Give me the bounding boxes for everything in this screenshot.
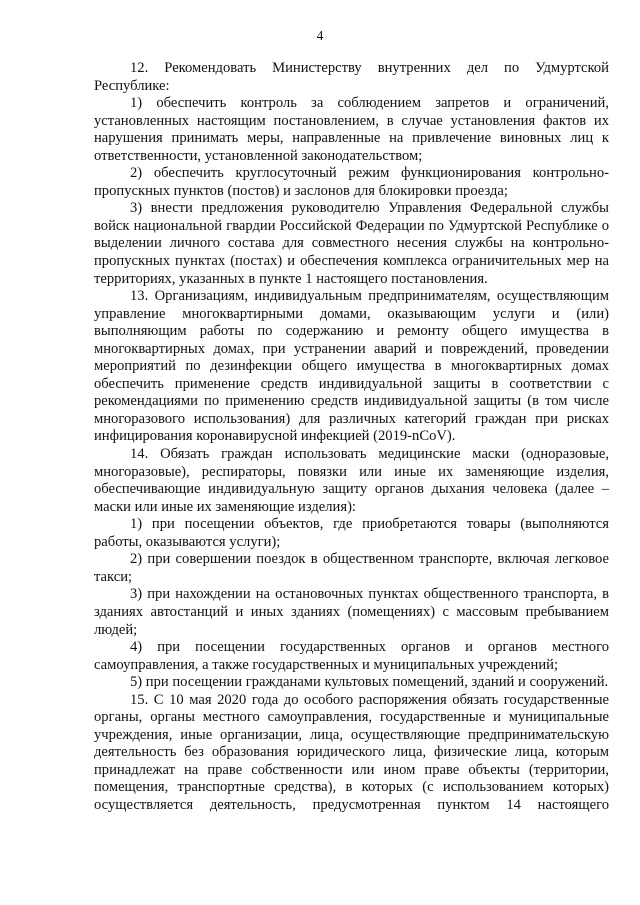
paragraph-14-item-1: 1) при посещении объектов, где приобретаются товары (выполняются работы, оказываются услуги); <box>94 516 609 550</box>
paragraph-14-item-3: 3) при нахождении на остановочных пунктах общественного транспорта, в зданиях автостанций и иных зданиях (помещениях) с массовым пребыванием людей; <box>94 586 609 638</box>
paragraph-12-item-2: 2) обеспечить круглосуточный режим функционирования контрольно-пропускных пунктов (постов) и заслонов для блокировки проезда; <box>94 165 609 199</box>
paragraph-13: 13. Организациям, индивидуальным предпринимателям, осуществляющим управление многоквартирными домами, оказывающим услуги и (или) выполняющим работы по содержанию и ремонту общего имущества в многоквартирных домах, при устранении аварий и повреждений, проведении мероприятий по дезинфекции общего имущества в многоквартирных домах обеспечить применение средств индивидуальной защиты в соответствии с рекомендациями по применению средств индивидуальной защиты (в том числе многоразового использования) для различных категорий граждан при рисках инфицирования коронавирусной инфекцией (2019-nCoV). <box>94 288 609 445</box>
paragraph-12-item-1: 1) обеспечить контроль за соблюдением запретов и ограничений, установленных настоящим постановлением, в случае установления фактов их нарушения принимать меры, направленные на привлечение виновных лиц к ответственности, установленной законодательством; <box>94 95 609 164</box>
paragraph-15: 15. С 10 мая 2020 года до особого распоряжения обязать государственные органы, органы местного самоуправления, государственные и муниципальные учреждения, иные организации, лица, осуществляющие предпринимательскую деятельность без образования юридического лица, физические лица, которым принадлежат на праве собственности или ином праве объекты (территории, помещения, транспортные средства), в которых (с использованием которых) осуществляется деятельность, предусмотренная пунктом 14 настоящего <box>94 691 609 813</box>
paragraph-12-item-3: 3) внести предложения руководителю Управления Федеральной службы войск национальной гвардии Российской Федерации по Удмуртской Республике о выделении личного состава для совместного несения службы на контрольно-пропускных пунктах (постах) и обеспечения комплекса ограничительных мер на территориях, указанных в пункте 1 настоящего постановления. <box>94 200 609 287</box>
paragraph-12: 12. Рекомендовать Министерству внутренних дел по Удмуртской Республике: <box>94 60 609 94</box>
page-number: 4 <box>316 28 324 43</box>
paragraph-14: 14. Обязать граждан использовать медицинские маски (одноразовые, многоразовые), респираторы, повязки или иные их заменяющие изделия, обеспечивающие индивидуальную защиту органов дыхания человека (далее – маски или иные их заменяющие изделия): <box>94 446 609 515</box>
document-body <box>94 60 609 815</box>
paragraph-14-item-5: 5) при посещении гражданами культовых помещений, зданий и сооружений. <box>130 674 609 691</box>
paragraph-14-item-2: 2) при совершении поездок в общественном транспорте, включая легковое такси; <box>94 551 609 585</box>
paragraph-14-item-4: 4) при посещении государственных органов и органов местного самоуправления, а также государственных и муниципальных учреждений; <box>94 639 609 673</box>
